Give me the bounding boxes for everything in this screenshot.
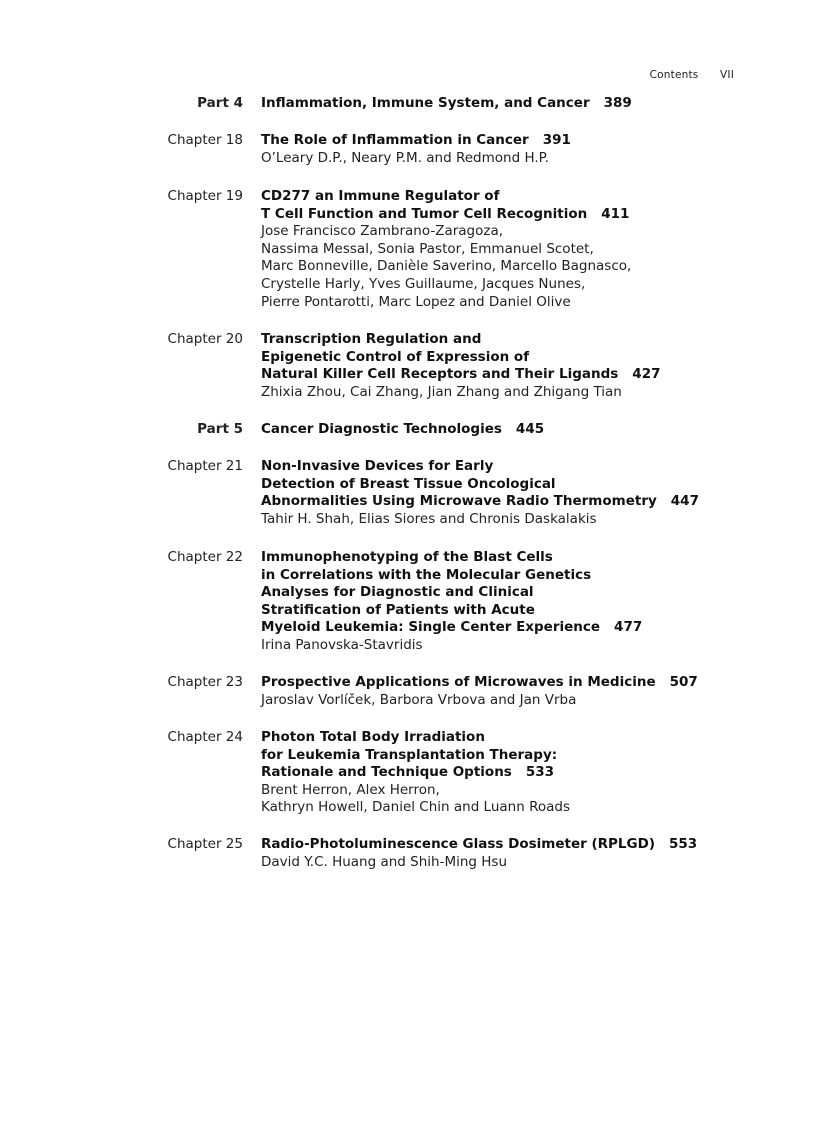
page-number: 553: [669, 836, 698, 852]
title-text: in Correlations with the Molecular Genetics: [261, 566, 592, 583]
title-line: [261, 132, 781, 150]
title-text: Transcription Regulation and: [261, 331, 482, 347]
title-line: [261, 729, 781, 747]
title-line: [261, 206, 781, 224]
author-line: Irina Panovska-Stavridis: [261, 636, 423, 653]
title-text: Epigenetic Control of Expression of: [261, 348, 530, 365]
title-text: Detection of Breast Tissue Oncological: [261, 475, 556, 492]
entry-content: [261, 458, 781, 528]
title-line: [261, 549, 781, 567]
title-line: [261, 747, 781, 765]
title-text: for Leukemia Transplantation Therapy:: [261, 746, 558, 763]
title-text: Natural Killer Cell Receptors and Their Ligands: [261, 366, 619, 383]
page-number: 445: [515, 421, 545, 437]
title-text: T Cell Function and Tumor Cell Recognition: [261, 205, 588, 222]
page-number: 477: [614, 619, 643, 636]
running-head-section: Contents: [649, 69, 699, 81]
title-line: [261, 331, 781, 349]
page-number: 427: [632, 366, 661, 383]
title-line: [261, 836, 781, 854]
page-number: 389: [603, 95, 632, 111]
entry-content: [261, 836, 781, 871]
chapter-label: Chapter 22: [167, 549, 243, 565]
running-head: [650, 69, 734, 81]
page-number: 507: [669, 674, 698, 690]
title-text: Prospective Applications of Microwaves in Medicine: [261, 674, 656, 690]
running-head-page-number: VII: [720, 69, 734, 81]
author-line: David Y.C. Huang and Shih-Ming Hsu: [261, 853, 508, 870]
chapter-label: Chapter 21: [167, 458, 243, 474]
title-line: [261, 619, 781, 637]
chapter-label: Chapter 18: [167, 132, 243, 148]
page-number: 533: [525, 764, 555, 781]
author-line: Kathryn Howell, Daniel Chin and Luann Roads: [261, 799, 570, 816]
title-text: Abnormalities Using Microwave Radio Thermometry: [261, 493, 657, 510]
entry-content: [261, 331, 781, 401]
author-line: Nassima Messal, Sonia Pastor, Emmanuel Scotet,: [261, 240, 594, 257]
title-line: [261, 188, 781, 206]
author-line: Tahir H. Shah, Elias Siores and Chronis Daskalakis: [261, 510, 597, 527]
author-line: Pierre Pontarotti, Marc Lopez and Daniel Olive: [261, 293, 571, 310]
chapter-label: Chapter 25: [167, 836, 243, 852]
author-line: O’Leary D.P., Neary P.M. and Redmond H.P.: [261, 149, 549, 166]
author-line: Zhixia Zhou, Cai Zhang, Jian Zhang and Zhigang Tian: [261, 383, 622, 400]
entry-content: [261, 95, 781, 113]
title-line: [261, 458, 781, 476]
entry-content: [261, 132, 781, 167]
author-line: Jaroslav Vorlíček, Barbora Vrbova and Jan Vrba: [261, 691, 577, 708]
title-text: The Role of Inflammation in Cancer: [261, 132, 529, 148]
title-line: [261, 366, 781, 384]
title-text: Myeloid Leukemia: Single Center Experience: [261, 619, 601, 636]
title-line: [261, 95, 781, 113]
author-line: Jose Francisco Zambrano-Zaragoza,: [261, 223, 504, 240]
chapter-label: Chapter 24: [167, 729, 243, 745]
title-text: Photon Total Body Irradiation: [261, 729, 485, 745]
entry-content: [261, 674, 781, 709]
title-text: Radio-Photoluminescence Glass Dosimeter (RPLGD): [261, 836, 655, 852]
title-text: Non-Invasive Devices for Early: [261, 458, 494, 474]
entry-content: [261, 421, 781, 439]
title-text: Rationale and Technique Options: [261, 764, 512, 781]
title-line: [261, 602, 781, 620]
title-line: [261, 421, 781, 439]
author-line: Crystelle Harly, Yves Guillaume, Jacques Nunes,: [261, 275, 586, 292]
part-label: Part 5: [197, 421, 243, 437]
entry-content: [261, 549, 781, 655]
chapter-label: Chapter 23: [167, 674, 243, 690]
chapter-label: Chapter 20: [167, 331, 243, 347]
title-line: [261, 349, 781, 367]
title-line: [261, 476, 781, 494]
author-line: Brent Herron, Alex Herron,: [261, 781, 440, 798]
title-line: [261, 674, 781, 692]
title-text: Cancer Diagnostic Technologies: [261, 421, 502, 437]
entry-content: [261, 188, 781, 311]
title-text: Immunophenotyping of the Blast Cells: [261, 549, 553, 565]
page-number: 411: [601, 205, 630, 222]
entry-content: [261, 729, 781, 817]
title-text: CD277 an Immune Regulator of: [261, 188, 500, 204]
title-line: [261, 584, 781, 602]
chapter-label: Chapter 19: [167, 188, 243, 204]
title-line: [261, 567, 781, 585]
title-line: [261, 764, 781, 782]
title-text: Stratification of Patients with Acute: [261, 601, 535, 618]
author-line: Marc Bonneville, Danièle Saverino, Marcello Bagnasco,: [261, 258, 632, 275]
title-text: Analyses for Diagnostic and Clinical: [261, 584, 534, 601]
part-label: Part 4: [197, 95, 243, 111]
page-number: 391: [542, 132, 571, 148]
page-number: 447: [670, 493, 699, 510]
title-line: [261, 493, 781, 511]
title-text: Inflammation, Immune System, and Cancer: [261, 95, 590, 111]
